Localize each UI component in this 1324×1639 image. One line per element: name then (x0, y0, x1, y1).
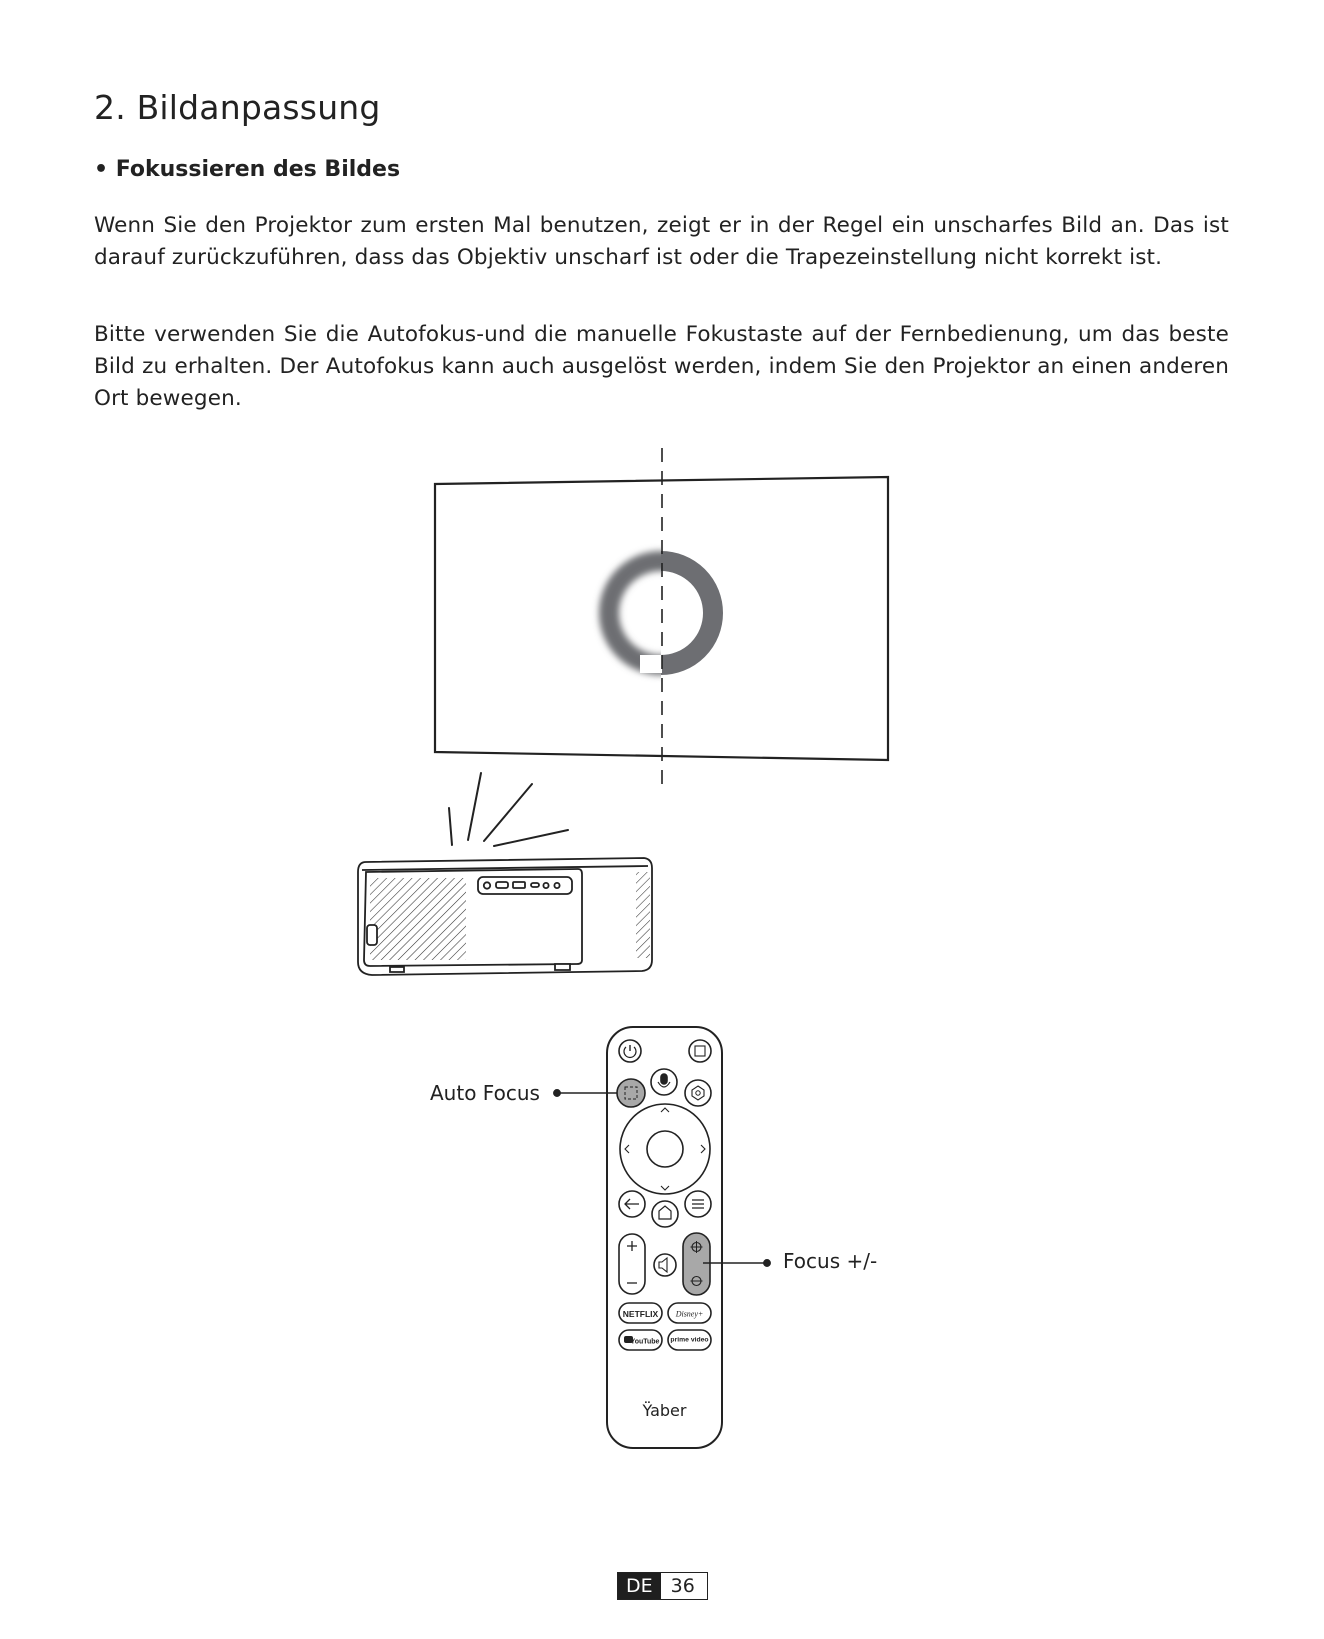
language-badge: DE (618, 1573, 661, 1599)
brand-logo: Ÿaber (642, 1401, 687, 1420)
auto-focus-button (617, 1079, 645, 1107)
focus-plus-minus-label: Focus +/- (783, 1249, 878, 1273)
youtube-label: YouTube (630, 1338, 660, 1346)
page-footer (617, 1572, 708, 1600)
section-subtitle: • Fokussieren des Bildes (94, 157, 401, 182)
page-title: 2. Bildanpassung (94, 88, 381, 127)
netflix-label: NETFLIX (622, 1309, 659, 1319)
prime-label: prime video (670, 1336, 709, 1344)
page-number: 36 (661, 1573, 707, 1599)
disney-label: Disney+ (675, 1309, 704, 1319)
light-rays (449, 773, 568, 846)
paragraph-intro: Wenn Sie den Projektor zum ersten Mal benutzen, zeigt er in der Regel ein unscharfes Bild an. Das ist darauf zurückzuführen, dass das Objektiv unscharf ist oder die Trapezeinstellung nicht korrekt ist. (94, 213, 1229, 270)
paragraph-instructions: Bitte verwenden Sie die Autofokus-und die manuelle Fokustaste auf der Fernbedienung, um das beste Bild zu erhalten. Der Autofokus kann auch ausgelöst werden, indem Sie den Projektor an einen anderen Ort bewegen. (94, 322, 1229, 411)
projector-illustration (358, 858, 652, 975)
remote-control (607, 1027, 722, 1448)
auto-focus-label: Auto Focus (430, 1081, 540, 1105)
